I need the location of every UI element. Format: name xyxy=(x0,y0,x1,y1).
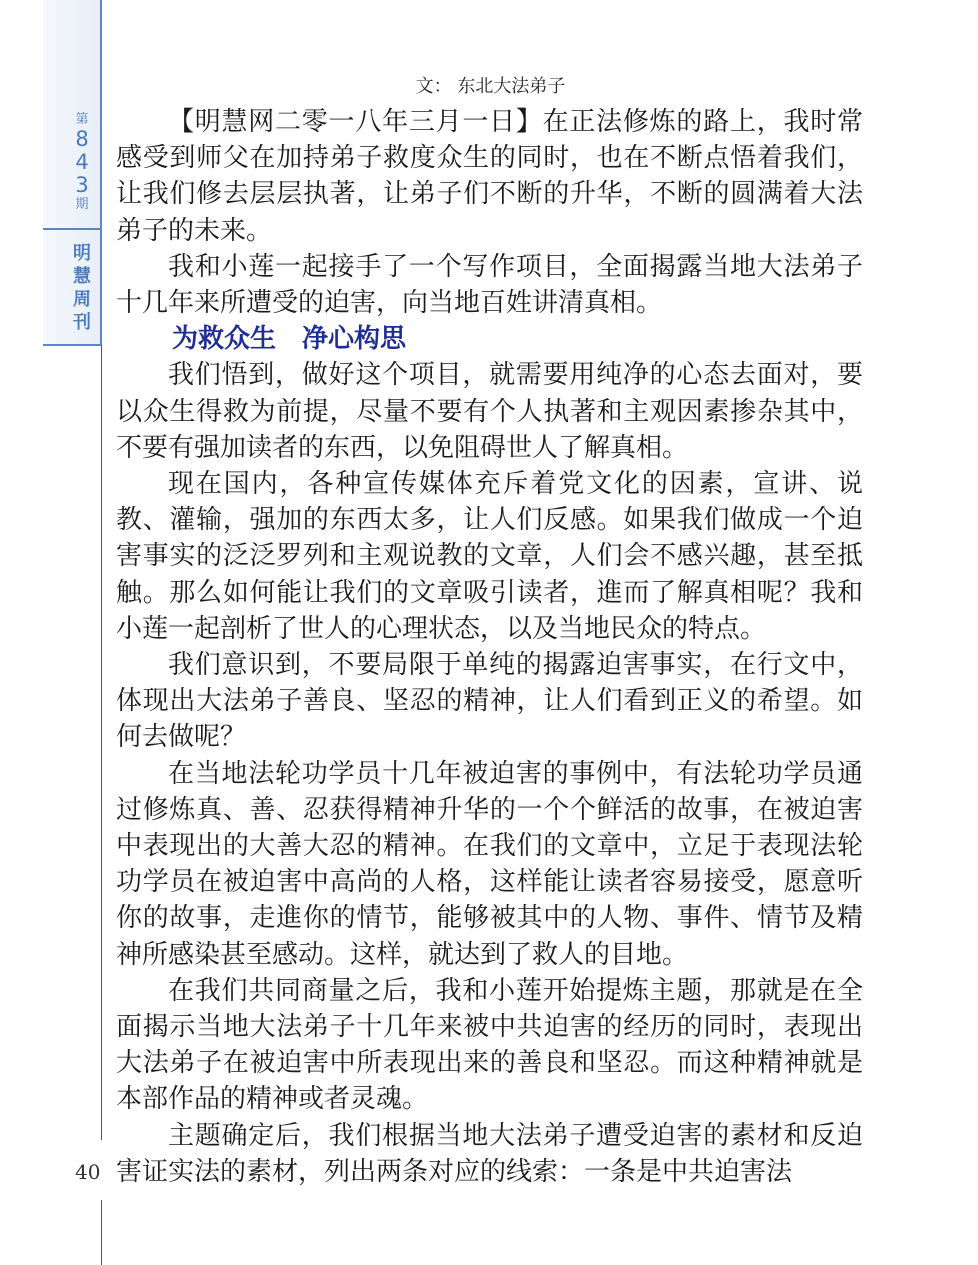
issue-digit: 3 xyxy=(75,173,89,197)
magazine-char: 慧 xyxy=(73,266,91,287)
article-byline: 文： 东北大法弟子 xyxy=(415,76,566,97)
issue-digit: 8 xyxy=(75,127,89,151)
issue-number xyxy=(60,112,104,213)
paragraph: 我和小莲一起接手了一个写作项目，全面揭露当地大法弟子十几年来所遭受的迫害，向当地百姓讲清真相。 xyxy=(116,251,863,319)
section-heading: 为救众生 净心构思 xyxy=(172,324,407,355)
paragraph: 现在国内，各种宣传媒体充斥着党文化的因素，宣讲、说教、灌输，强加的东西太多，让人们反感。如果我们做成一个迫害事实的泛泛罗列和主观说教的文章，人们会不感兴趣，甚至抵触。那么如何能让我们的文章吸引读者，進而了解真相呢？我和小莲一起剖析了世人的心理状态，以及当地民众的特点。 xyxy=(116,469,863,644)
article-body xyxy=(116,104,863,1190)
magazine-name xyxy=(60,242,104,334)
issue-suffix: 期 xyxy=(75,197,89,212)
paragraph: 在当地法轮功学员十几年被迫害的事例中，有法轮功学员通过修炼真、善、忍获得精神升华的一个个鲜活的故事，在被迫害中表现出的大善大忍的精神。在我们的文章中，立足于表现法轮功学员在被迫害中高尚的人格，这样能让读者容易接受，愿意听你的故事，走進你的情节，能够被其中的人物、事件、情节及精神所感染甚至感动。这样，就达到了救人的目地。 xyxy=(116,758,863,970)
paragraph: 我们意识到，不要局限于单纯的揭露迫害事实，在行文中，体现出大法弟子善良、坚忍的精神，让人们看到正义的希望。如何去做呢？ xyxy=(116,650,863,753)
sidebar-divider-top xyxy=(43,228,102,230)
page-margin-rule xyxy=(101,345,102,1140)
magazine-char: 明 xyxy=(73,243,91,264)
paragraph: 【明慧网二零一八年三月一日】在正法修炼的路上，我时常感受到师父在加持弟子救度众生的同时，也在不断点悟着我们，让我们修去层层执著，让弟子们不断的升华，不断的圆满着大法弟子的未来。 xyxy=(116,107,863,246)
page-margin-rule-bottom xyxy=(101,1200,102,1265)
issue-digit: 4 xyxy=(75,150,89,174)
paragraph: 主题确定后，我们根据当地大法弟子遭受迫害的素材和反迫害证实法的素材，列出两条对应的线索：一条是中共迫害法 xyxy=(116,1120,863,1187)
paragraph: 我们悟到，做好这个项目，就需要用纯净的心态去面对，要以众生得救为前提，尽量不要有个人执著和主观因素掺杂其中，不要有强加读者的东西，以免阻碍世人了解真相。 xyxy=(116,360,863,463)
issue-prefix: 第 xyxy=(75,112,89,127)
page-number: 40 xyxy=(75,1160,101,1184)
sidebar-divider-bottom xyxy=(43,344,102,346)
magazine-char: 刊 xyxy=(73,312,91,333)
paragraph: 在我们共同商量之后，我和小莲开始提炼主题，那就是在全面揭示当地大法弟子十几年来被中共迫害的经历的同时，表现出大法弟子在被迫害中所表现出来的善良和坚忍。而这种精神就是本部作品的精神或者灵魂。 xyxy=(116,975,863,1115)
magazine-char: 周 xyxy=(73,289,91,310)
